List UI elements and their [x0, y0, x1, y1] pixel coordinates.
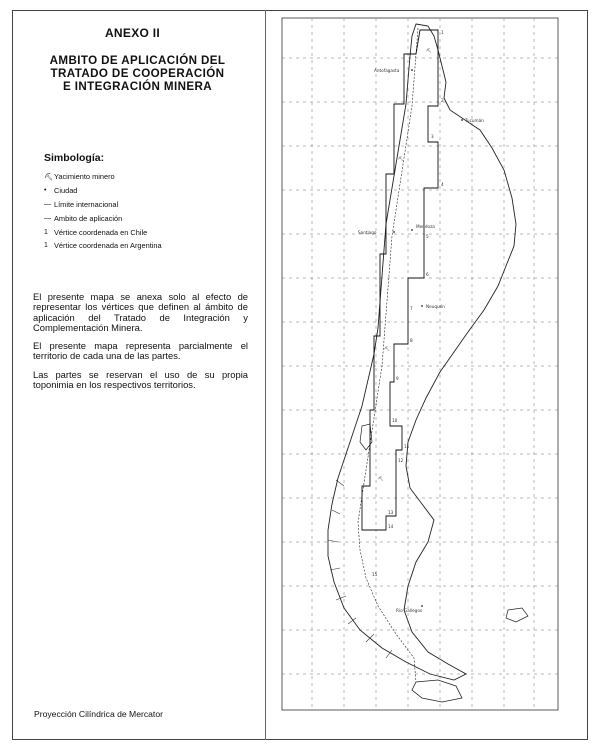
place-label-santiago: Santiago — [358, 230, 377, 235]
mine-icon: ⛏ — [378, 476, 384, 481]
legend-label: Ciudad — [54, 186, 78, 196]
island-malvinas — [506, 608, 528, 622]
city-dot — [461, 119, 463, 121]
note-paragraph-2: El presente mapa representa parcialmente el territorio de cada una de las partes. — [33, 340, 248, 362]
legend-item-mine — [44, 170, 162, 184]
city-dot — [393, 231, 395, 233]
vertex-label-11: 11 — [404, 444, 410, 449]
vertex-label-3: 3 — [431, 134, 434, 139]
vertex-label-4: 4 — [441, 182, 444, 187]
city-dot-icon: • — [44, 187, 47, 195]
legend-label: Límite internacional — [54, 199, 119, 209]
scope-of-application-boundary — [362, 30, 438, 530]
explanatory-notes — [33, 292, 248, 398]
legend-label: Ambito de aplicación — [54, 213, 123, 223]
vertex-label-2: 2 — [441, 98, 444, 103]
legend — [44, 170, 162, 253]
vertex-label-15: 15 — [372, 572, 378, 577]
city-dot — [421, 605, 423, 607]
vertex-label-9: 9 — [396, 376, 399, 381]
vertex-argentina-icon: 1 — [44, 242, 48, 250]
graticule — [282, 18, 558, 710]
legend-item-city — [44, 184, 162, 198]
map-panel — [266, 10, 588, 740]
city-dot — [411, 69, 413, 71]
vertex-label-1: 1 — [441, 30, 444, 35]
mine-icon: ⛏ — [426, 48, 432, 53]
map-title — [20, 54, 255, 93]
place-label-tucuman: Tucumán — [465, 118, 484, 123]
legend-label: Vértice coordenada en Chile — [54, 227, 148, 237]
title-line-1: AMBITO DE APLICACIÓN DEL — [49, 54, 226, 67]
vertex-label-14: 14 — [388, 524, 394, 529]
mine-icon: ⛏ — [398, 156, 404, 161]
island-tierra-del-fuego — [412, 680, 462, 702]
title-line-3: E INTEGRACIÓN MINERA — [62, 80, 213, 93]
vertex-label-6: 6 — [426, 272, 429, 277]
note-paragraph-1: El presente mapa se anexa solo al efecto de representar los vértices que definen al ámbito de aplicación del Tratado de Integración y Complementación Minera. — [33, 291, 248, 333]
legend-label: Vértice coordenada en Argentina — [54, 241, 162, 251]
legend-title: Simbología: — [44, 152, 105, 164]
legend-item-vertex-argentina — [44, 239, 162, 253]
place-label-antofagasta: Antofagasta — [374, 68, 400, 73]
city-dot — [411, 229, 413, 231]
fjord-coast-fragments — [328, 480, 392, 658]
vertex-label-13: 13 — [388, 510, 394, 515]
map-neatline — [282, 18, 558, 710]
vertex-label-5: 5 — [426, 234, 429, 239]
note-paragraph-3: Las partes se reservan el uso de su propia toponimia en los respectivos territorios. — [33, 368, 248, 391]
place-label-neuquen: Neuquén — [426, 304, 445, 309]
title-line-2: TRATADO DE COOPERACIÓN — [50, 67, 225, 80]
legend-item-scope — [44, 211, 162, 225]
mine-icon: ⛏ — [384, 346, 390, 351]
vertex-chile-icon: 1 — [44, 228, 48, 236]
projection-label: Proyección Cilíndrica de Mercator — [34, 709, 163, 719]
city-dot — [421, 305, 423, 307]
annex-label: ANEXO II — [104, 26, 161, 40]
landmass-southern-cone — [328, 24, 516, 680]
border-line-icon: — — [44, 200, 51, 208]
mine-icon: ⛏ — [44, 173, 53, 181]
legend-item-border — [44, 198, 162, 212]
place-label-rio-gallegos: Rio Gallegos — [396, 608, 423, 613]
vertex-label-10: 10 — [392, 418, 398, 423]
place-label-mendoza: Mendoza — [416, 224, 435, 229]
vertex-label-12: 12 — [398, 458, 404, 463]
vertex-label-7: 7 — [410, 306, 413, 311]
vertex-label-8: 8 — [410, 338, 413, 343]
legend-item-vertex-chile — [44, 225, 162, 239]
scope-line-icon: — — [44, 214, 51, 222]
legend-label: Yacimiento minero — [54, 172, 115, 182]
